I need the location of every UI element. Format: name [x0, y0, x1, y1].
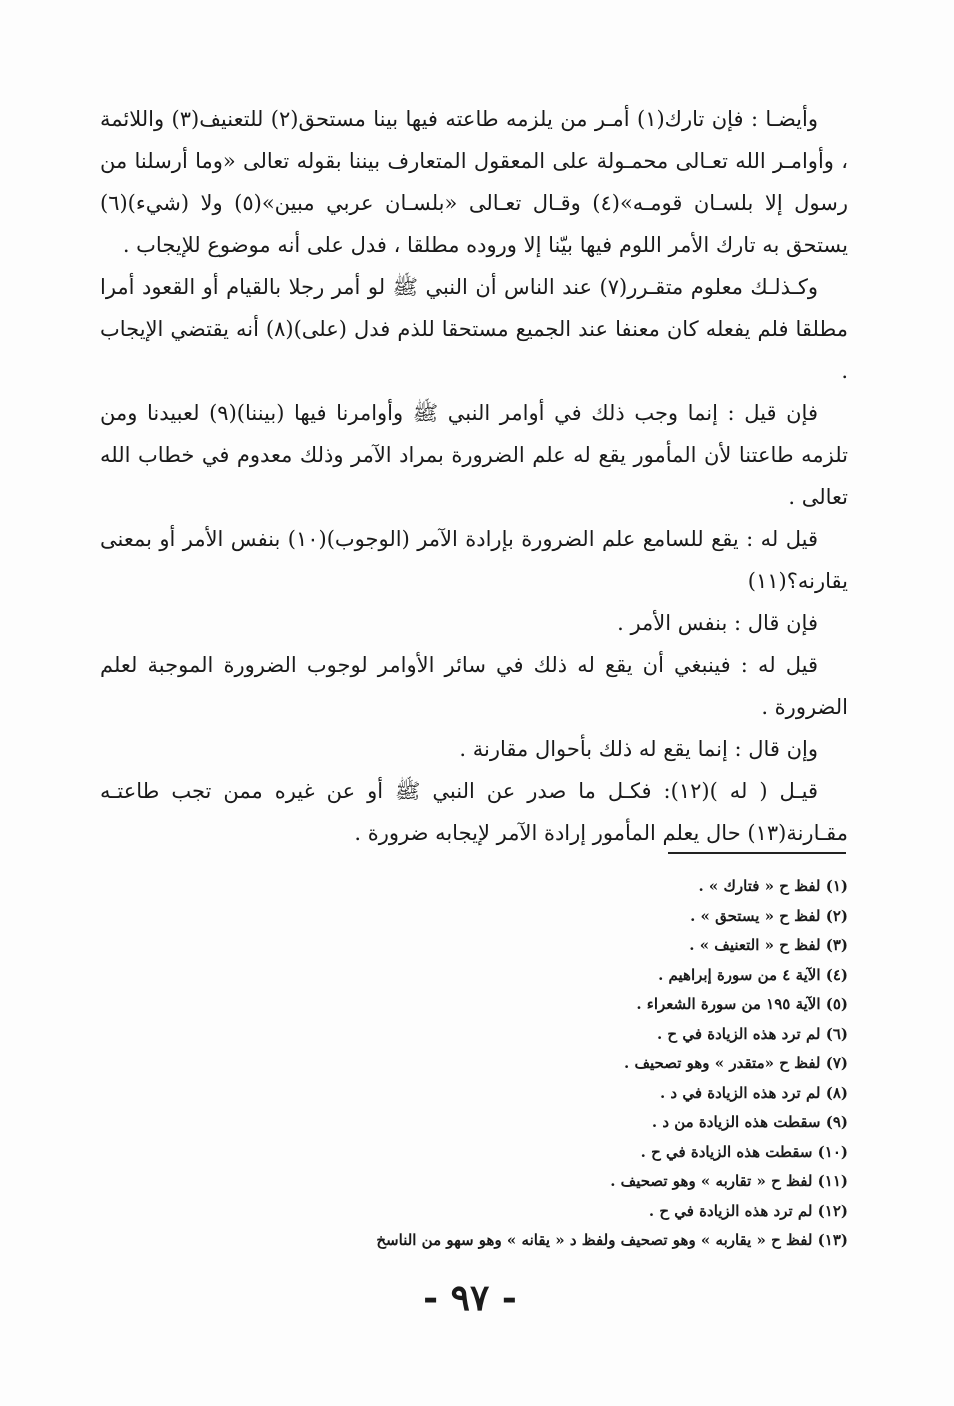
paragraph-6: قيل له : فينبغي أن يقع له ذلك في سائر الأوامر لوجوب الضرورة الموجبة لعلم الضرورة .: [100, 653, 848, 719]
paragraph-8: قيـل ( له )(١٢): فكـل ما صدر عن النبي ﷺ أو عن غيره ممن تجب طاعتـه مقـارنة(١٣) حال يعلم المأمور إرادة الآمر لإيجابه ضرورة .: [100, 779, 848, 845]
paragraph-4: قيل له : يقع للسامع علم الضرورة بإرادة الآمر (الوجوب)(١٠) بنفس الأمر أو بمعنى يقارنه؟(١١): [100, 527, 848, 593]
footnote-6: (٦) لم ترد هذه الزيادة في ح .: [656, 1024, 848, 1043]
paragraph-7: وإن قال : إنما يقع له ذلك بأحوال مقارنة .: [459, 737, 818, 761]
footnote-7: (٧) لفظ ح «متقدر » وهو تصحيف .: [624, 1054, 848, 1072]
footnote-4: (٤) الآية ٤ من سورة إبراهيم .: [658, 965, 848, 984]
footnote-2: (٢) لفظ ح « يستحق » .: [690, 906, 848, 925]
footnote-8: (٨) لم ترد هذه الزيادة في د .: [659, 1083, 848, 1102]
footnote-11: (١١) لفظ ح « تقاربه » وهو تصحيف .: [610, 1172, 848, 1190]
footnote-10: (١٠) سقطت هذه الزيادة في ح .: [640, 1142, 848, 1161]
footnote-5: (٥) الآية ١٩٥ من سورة الشعراء .: [636, 995, 848, 1013]
footnote-3: (٣) لفظ ح « التعنيف » .: [689, 936, 848, 954]
footnote-9: (٩) سقطت هذه الزيادة من د .: [651, 1113, 848, 1131]
page-number: - ٩٧ -: [423, 1277, 517, 1319]
main-text: [100, 98, 848, 854]
footnote-12: (١٢) لم ترد هذه الزيادة في ح .: [648, 1201, 848, 1220]
footnote-1: (١) لفظ ح « فتارك » .: [698, 877, 848, 895]
paragraph-2: وكـذلـك معلوم متقـرر(٧) عند الناس أن النبي ﷺ لو أمر رجلا بالقيام أو القعود أمرا مطلقا فلم يفعله كان معنفا عند الجميع مستحقا للذم فدل (على)(٨) أنه يقتضي الإيجاب .: [100, 275, 848, 383]
paragraph-5: فإن قال : بنفس الأمر .: [617, 611, 818, 635]
footnote-divider: [668, 852, 846, 854]
footnotes: [300, 872, 848, 1256]
paragraph-3: فإن قيل : إنما وجب ذلك في أوامر النبي ﷺ وأوامرنا فيها (بيننا)(٩) لعبيدنا ومن تلزمه طاعتنا لأن المأمور يقع له علم الضرورة بمراد الآمر وذلك معدوم في خطاب الله تعالى .: [100, 401, 848, 509]
footnote-13: (١٣) لفظ ح « يقاربه » وهو تصحيف ولفظ د « يقانه » وهو سهو من الناسخ: [376, 1231, 848, 1249]
paragraph-1: وأيضـا : فإن تارك(١) أمـر من يلزمه طاعته فيها بينا مستحق(٢) للتعنيف(٣) واللائمة ، وأوامـر الله تعـالى محمـولة على المعقول المتعارف بيننا بقوله تعالى «وما أرسلنا من رسول إلا بلسـان قومـه»(٤) وقـال تعـالى «بلسـان عربي مبين»(٥) ولا (شيء)(٦) يستحق به تارك الأمر اللوم فيها بيّنا إلا وروده مطلقا ، فدل على أنه موضوع للإيجاب .: [100, 107, 848, 257]
